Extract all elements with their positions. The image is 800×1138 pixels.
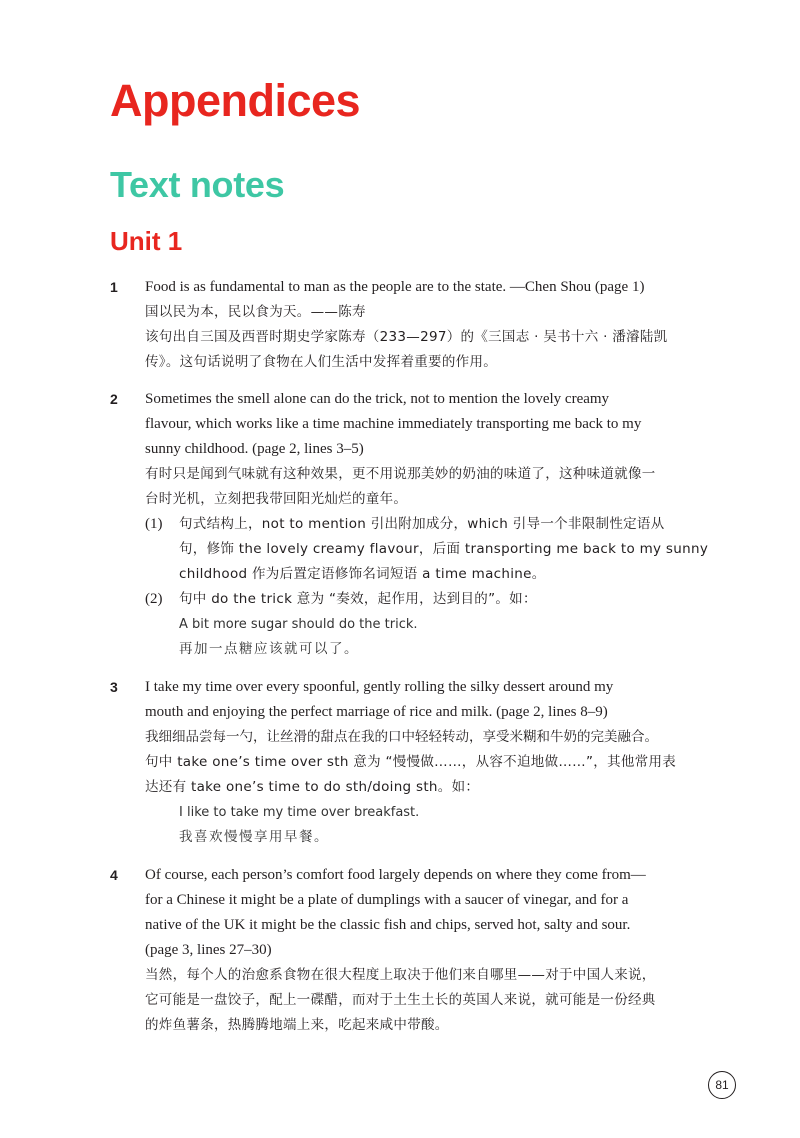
note-line-en: I take my time over every spoonful, gently rolling the silky dessert around my [145, 679, 614, 695]
unit-heading: Unit 1 [110, 226, 183, 256]
note-line-zh: 它可能是一盘饺子，配上一碟醋，而对于土生土长的英国人来说，就可能是一份经典 [145, 992, 656, 1008]
sub-item-1 [145, 512, 709, 587]
note-line-zh: 达还有 take one’s time to do sth/doing sth。如： [145, 779, 480, 795]
note-line-en: native of the UK it might be the classic fish and chips, served hot, salty and sour. [145, 917, 631, 933]
note-line-zh: 我细细品尝每一勺，让丝滑的甜点在我的口中轻轻转动，享受米糊和牛奶的完美融合。 [145, 729, 658, 745]
note-line-zh: 国以民为本，民以食为天。——陈寿 [145, 304, 366, 320]
note-line-en: mouth and enjoying the perfect marriage of rice and milk. (page 2, lines 8–9) [145, 704, 608, 720]
note-line-en: Food is as fundamental to man as the people are to the state. —Chen Shou (page 1) [145, 279, 645, 295]
note-line-en: (page 3, lines 27–30) [145, 942, 272, 958]
note-body [145, 275, 690, 375]
sub-item-label: (1) [145, 516, 163, 532]
sub-item-label: (2) [145, 591, 163, 607]
example-zh: 我喜欢慢慢享用早餐。 [179, 829, 329, 845]
sub-item-line: childhood 作为后置定语修饰名词短语 a time machine。 [179, 566, 546, 582]
note-line-zh: 的炸鱼薯条，热腾腾地端上来，吃起来咸中带酸。 [145, 1017, 449, 1033]
sub-item-2 [145, 587, 690, 612]
note-body [145, 387, 709, 662]
note-body [145, 863, 690, 1038]
note-line-zh: 该句出自三国及西晋时期史学家陈寿（233—297）的《三国志 · 吴书十六 · 潘濬陆凯 [145, 329, 668, 345]
page-title: Appendices [110, 75, 361, 126]
note-line-zh: 有时只是闻到气味就有这种效果，更不用说那美妙的奶油的味道了，这种味道就像一 [145, 466, 656, 482]
note-line-zh: 当然，每个人的治愈系食物在很大程度上取决于他们来自哪里——对于中国人来说， [145, 967, 656, 983]
note-body [145, 675, 690, 850]
section-title: Text notes [110, 164, 285, 205]
sub-item-line: 句式结构上，not to mention 引出附加成分，which 引导一个非限制性定语从 [179, 516, 665, 532]
note-line-en: Sometimes the smell alone can do the trick, not to mention the lovely creamy [145, 391, 610, 407]
note-line-en: flavour, which works like a time machine immediately transporting me back to my [145, 416, 642, 432]
note-line-en: sunny childhood. (page 2, lines 3–5) [145, 441, 364, 457]
example-zh: 再加一点糖应该就可以了。 [179, 641, 359, 657]
note-line-zh: 传》。这句话说明了食物在人们生活中发挥着重要的作用。 [145, 354, 498, 370]
example-en: I like to take my time over breakfast. [179, 805, 420, 820]
note-line-en: Of course, each person’s comfort food largely depends on where they come from— [145, 867, 646, 883]
page-number: 81 [708, 1071, 736, 1099]
example-en: A bit more sugar should do the trick. [179, 617, 418, 632]
sub-item-line: 句中 do the trick 意为 “奏效，起作用，达到目的”。如： [179, 591, 537, 607]
note-line-zh: 台时光机，立刻把我带回阳光灿烂的童年。 [145, 491, 408, 507]
note-number: 3 [110, 679, 118, 695]
note-number: 2 [110, 391, 118, 407]
note-line-zh: 句中 take one’s time over sth 意为 “慢慢做……，从容不迫地做……”，其他常用表 [145, 754, 677, 770]
note-number: 4 [110, 867, 118, 883]
note-line-en: for a Chinese it might be a plate of dumplings with a saucer of vinegar, and for a [145, 892, 629, 908]
sub-item-line: 句，修饰 the lovely creamy flavour，后面 transporting me back to my sunny [179, 541, 709, 557]
note-number: 1 [110, 279, 118, 295]
